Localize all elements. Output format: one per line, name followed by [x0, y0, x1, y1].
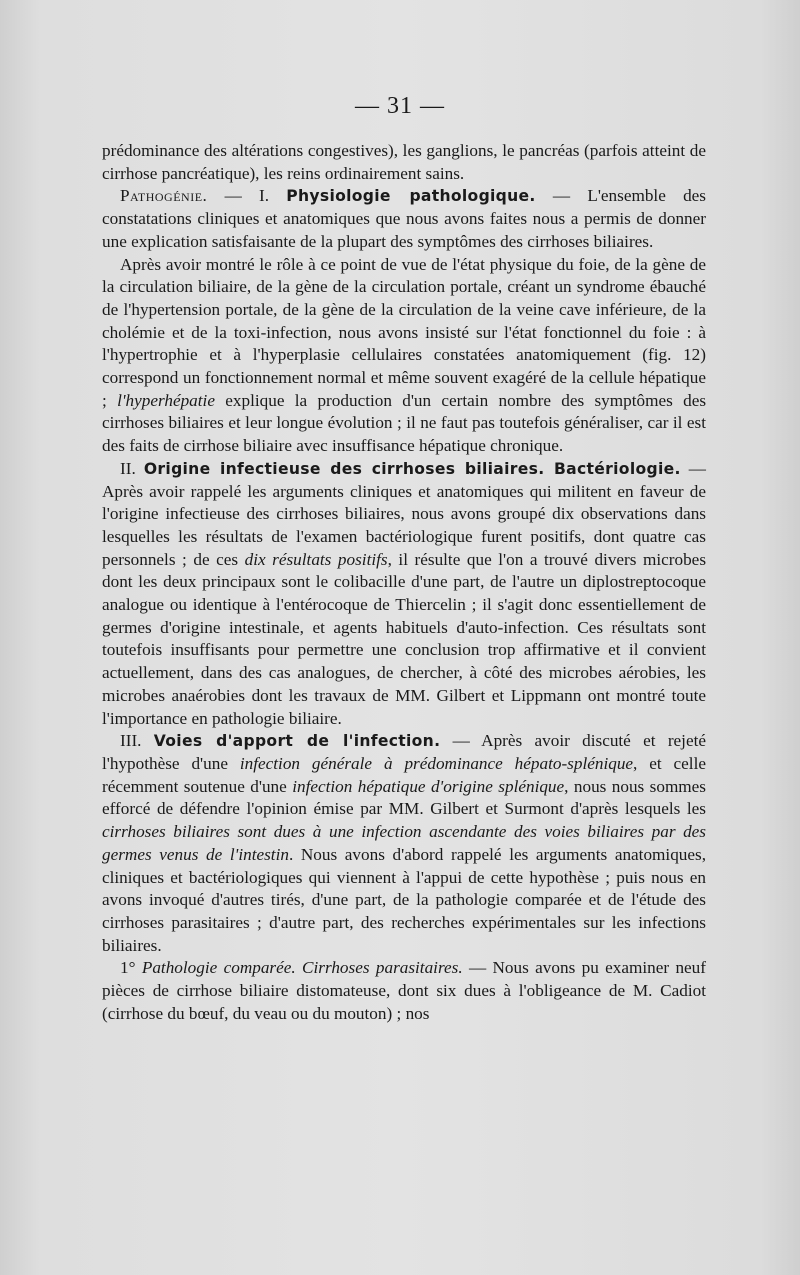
paragraph-pathologie-comparee: [102, 957, 706, 1025]
section-heading: Origine infectieuse des cirrhoses biliaires. Bactériologie.: [143, 459, 681, 478]
body-text: [102, 140, 706, 1025]
section-number: III.: [120, 731, 154, 751]
section-heading: Physiologie pathologique.: [286, 187, 536, 206]
paragraph-voies: [102, 730, 706, 957]
paragraph-text: , et celle récemment soutenue d'une: [102, 753, 706, 796]
emphasis-text: l'hyperhépatie: [117, 390, 215, 410]
section-heading: Voies d'apport de l'infection.: [153, 732, 441, 751]
section-label: Pathogénie.: [120, 186, 208, 206]
separator: — I.: [207, 186, 287, 206]
paragraph-pathogenie: [102, 185, 706, 253]
emphasis-text: infection générale à prédominance hépato-splénique: [239, 753, 634, 773]
emphasis-text: cirrhoses biliaires sont dues à une infection ascendante des voies biliaires par des germes venus de l'intestin: [102, 822, 706, 864]
paragraph-text: — Après avoir rappelé les arguments cliniques et anatomiques qui militent en faveur de l'origine infectieuse des cirrhoses biliaires, nous avons groupé dix observations dans lesquelles les résultats de l'examen bactériologique furent positifs, dont quatre cas personnels ; de ces: [102, 458, 706, 569]
paragraph-text: — L'ensemble des constatations cliniques et anatomiques que nous avons faites nous a permis de donner une explication satisfaisante de la plupart des symptômes des cirrhoses biliaires.: [102, 186, 706, 251]
paragraph-text: — Nous avons pu examiner neuf pièces de cirrhose biliaire distomateuse, dont six dues à l'obligeance de M. Cadiot (cirrhose du bœuf, du veau ou du mouton) ; nos: [102, 958, 706, 1023]
emphasis-text: infection hépatique d'origine splénique: [292, 776, 565, 796]
paragraph-text: . Nous avons d'abord rappelé les arguments anatomiques, cliniques et bactériologiques qui viennent à l'appui de cette hypothèse ; puis nous en avons invoqué d'autres tirés, d'une part, de la pathologie comparée et de l'étude des cirrhoses parasitaires ; d'autre part, des recherches expérimentales sur les infections biliaires.: [102, 844, 706, 955]
paragraph: [102, 254, 706, 458]
paragraph-text: , nous nous sommes efforcé de défendre l'opinion émise par MM. Gilbert et Surmont d'après lesquels les: [102, 776, 706, 819]
paragraph-origine: [102, 458, 706, 730]
paragraph-text: prédominance des altérations congestives), les ganglions, le pancréas (parfois atteint de cirrhose pancréatique), les reins ordinairement sains.: [102, 141, 706, 183]
paragraph: [102, 140, 706, 185]
paragraph-text: Après avoir montré le rôle à ce point de vue de l'état physique du foie, de la gène de la circulation biliaire, de la gène de la circulation portale, créant un syndrome ébauché de l'hypertension portale, de la gène de la circulation de la veine cave inférieure, de la cholémie et de la toxi-infection, nous avons insisté sur l'état fonctionnel du foie : à l'hypertrophie et à l'hyperplasie cellulaires constatées anatomiquement (fig. 12) correspond un fonctionnement normal et même souvent exagéré de la cellule hépatique ;: [102, 254, 706, 410]
section-number: 1°: [120, 958, 142, 978]
page-number: — 31 —: [355, 93, 445, 119]
section-number: II.: [120, 458, 144, 478]
emphasis-text: dix résultats positifs: [244, 549, 388, 569]
emphasis-text: Pathologie comparée. Cirrhoses parasitaires.: [141, 958, 463, 978]
paragraph-text: explique la production d'un certain nombre des symptômes des cirrhoses biliaires et leur longue évolution ; il ne faut pas toutefois généraliser, car il est des faits de cirrhose biliaire avec insuffisance hépatique chronique.: [102, 390, 707, 456]
paragraph-text: — Après avoir discuté et rejeté l'hypothèse d'une: [102, 731, 706, 773]
paragraph-text: , il résulte que l'on a trouvé divers microbes dont les deux principaux sont le colibacille d'une part, de l'autre un diplostreptocoque analogue ou identique à l'entérocoque de Thiercelin ; il s'agit donc essentiellement de germes d'origine intestinale, et agents habituels d'auto-infection. Ces résultats sont toutefois insuffisants pour permettre une conclusion trop affirmative et il convient actuellement, dans des cas analogues, de chercher, à côté des microbes aérobies, les microbes anaérobies dont les travaux de MM. Gilbert et Lippmann ont montré toute l'importance en pathologie biliaire.: [102, 549, 707, 728]
